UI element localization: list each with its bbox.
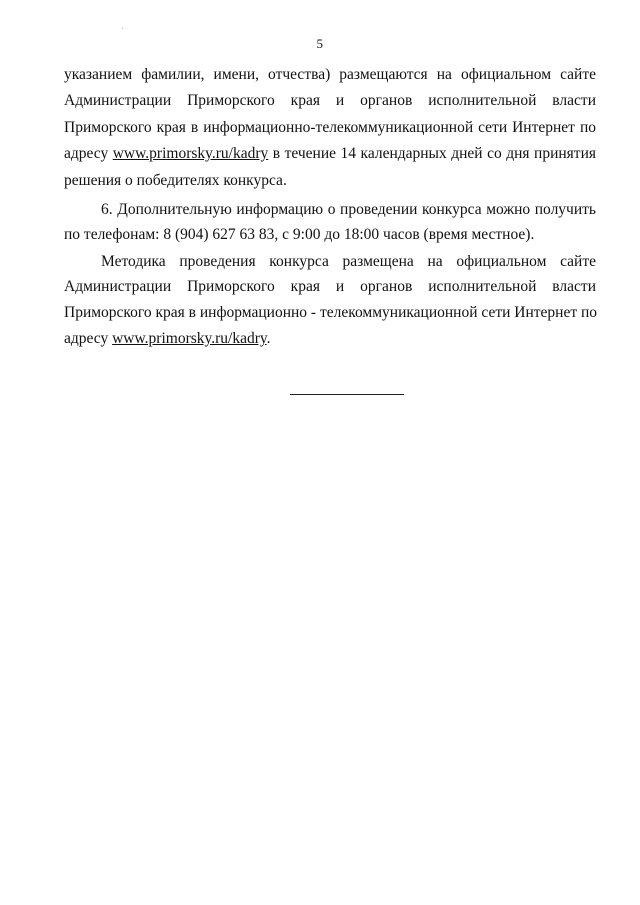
closing-divider	[290, 394, 404, 395]
paragraph-3-line-1: Методика проведения конкурса размещена на официальном сайте	[101, 253, 596, 270]
kadry-link-2[interactable]: www.primorsky.ru/kadry	[112, 330, 267, 347]
paragraph-2-line-2: по телефонам: 8 (904) 627 63 83, с 9:00 до 18:00 часов (время местное).	[64, 226, 535, 243]
paragraph-1-line-1: указанием фамилии, имени, отчества) размещаются на официальном сайте	[64, 66, 596, 83]
paragraph-3-line-4-suffix: .	[266, 330, 271, 347]
paragraph-3-line-3: Приморского края в информационно - телекоммуникационной сети Интернет по	[64, 304, 598, 321]
paragraph-1-line-4-suffix: в течение 14 календарных дней со дня принятия	[268, 145, 596, 162]
paragraph-1-line-4-prefix: адресу	[64, 145, 113, 162]
paragraph-1-line-4	[64, 141, 596, 167]
paragraph-2-line-1: 6. Дополнительную информацию о проведении конкурса можно получить	[101, 201, 596, 218]
paragraph-1-line-2: Администрации Приморского края и органов исполнительной власти	[64, 92, 596, 109]
paragraph-3-line-2: Администрации Приморского края и органов исполнительной власти	[64, 278, 596, 295]
kadry-link-1[interactable]: www.primorsky.ru/kadry	[112, 145, 269, 162]
scan-mark	[122, 28, 123, 29]
paragraph-1-line-5: решения о победителях конкурса.	[64, 172, 287, 189]
paragraph-3-line-4-prefix: адресу	[64, 330, 113, 347]
paragraph-3-line-4	[64, 326, 596, 352]
page-number: 5	[316, 36, 324, 51]
paragraph-1-line-3: Приморского края в информационно-телекоммуникационной сети Интернет по	[64, 119, 596, 136]
